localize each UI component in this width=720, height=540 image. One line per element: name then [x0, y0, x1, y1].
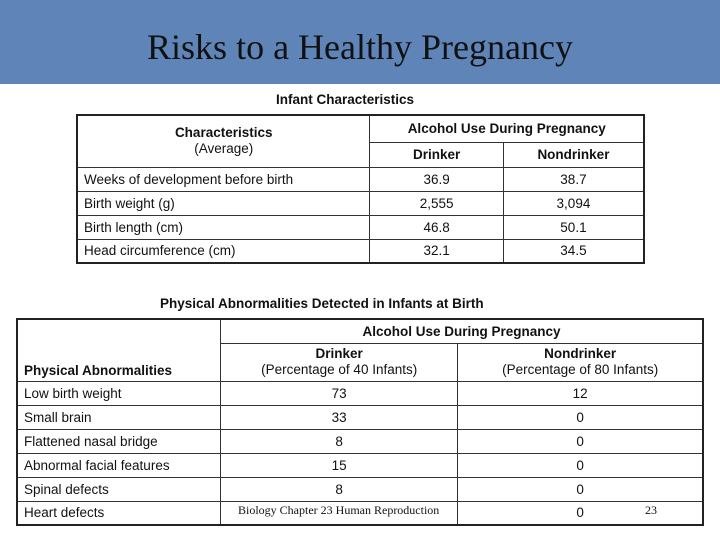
- drinker-value: 2,555: [370, 191, 503, 215]
- drinker-value: 46.8: [370, 215, 503, 239]
- nondrinker-value: 0: [458, 429, 703, 453]
- drinker-value: 73: [221, 381, 458, 405]
- table1-header-drinker: Drinker: [370, 142, 503, 167]
- drinker-value: 32.1: [370, 239, 503, 263]
- table-row: [77, 167, 644, 191]
- row-label: Birth length (cm): [77, 215, 370, 239]
- physical-abnormalities-table: [16, 318, 704, 526]
- table1-header-characteristics: Characteristics (Average): [77, 115, 370, 167]
- table-row: [77, 191, 644, 215]
- table2-header-drinker: Drinker (Percentage of 40 Infants): [221, 343, 458, 381]
- nondrinker-value: 34.5: [503, 239, 644, 263]
- slide-number: 23: [645, 503, 657, 517]
- nondrinker-value: 0: [458, 477, 703, 501]
- infant-characteristics-table: [76, 114, 645, 264]
- row-label: Abnormal facial features: [17, 453, 221, 477]
- row-label: Head circumference (cm): [77, 239, 370, 263]
- table-row: [77, 215, 644, 239]
- nondrinker-value: 0: [458, 453, 703, 477]
- row-label: Birth weight (g): [77, 191, 370, 215]
- row-label: Heart defects: [17, 501, 221, 525]
- row-label: Small brain: [17, 405, 221, 429]
- nondrinker-value: 3,094: [503, 191, 644, 215]
- table2-header-group: Alcohol Use During Pregnancy: [221, 319, 703, 343]
- row-label: Flattened nasal bridge: [17, 429, 221, 453]
- row-label: Spinal defects: [17, 477, 221, 501]
- table-row: [17, 453, 703, 477]
- slide-footer: Biology Chapter 23 Human Reproduction: [238, 503, 440, 517]
- table1-header-nondrinker: Nondrinker: [503, 142, 644, 167]
- table-row: [17, 477, 703, 501]
- nondrinker-value: 12: [458, 381, 703, 405]
- table-row: [17, 381, 703, 405]
- table1-caption: Infant Characteristics: [276, 92, 415, 107]
- row-label: Weeks of development before birth: [77, 167, 370, 191]
- drinker-value: 8: [221, 477, 458, 501]
- table1-header-group: Alcohol Use During Pregnancy: [370, 115, 644, 142]
- slide-title: Risks to a Healthy Pregnancy: [147, 27, 573, 67]
- nondrinker-value: 0: [458, 501, 703, 525]
- table2-header-nondrinker: Nondrinker (Percentage of 80 Infants): [458, 343, 703, 381]
- nondrinker-value: 50.1: [503, 215, 644, 239]
- drinker-value: 15: [221, 453, 458, 477]
- table-row: [77, 239, 644, 263]
- drinker-value: 8: [221, 429, 458, 453]
- table2-header-abnormalities: Physical Abnormalities: [17, 319, 221, 381]
- table2-caption: Physical Abnormalities Detected in Infants at Birth: [160, 296, 484, 311]
- drinker-value: 36.9: [370, 167, 503, 191]
- table-row: [17, 405, 703, 429]
- nondrinker-value: 38.7: [503, 167, 644, 191]
- table-row: [17, 429, 703, 453]
- nondrinker-value: 0: [458, 405, 703, 429]
- row-label: Low birth weight: [17, 381, 221, 405]
- drinker-value: 33: [221, 405, 458, 429]
